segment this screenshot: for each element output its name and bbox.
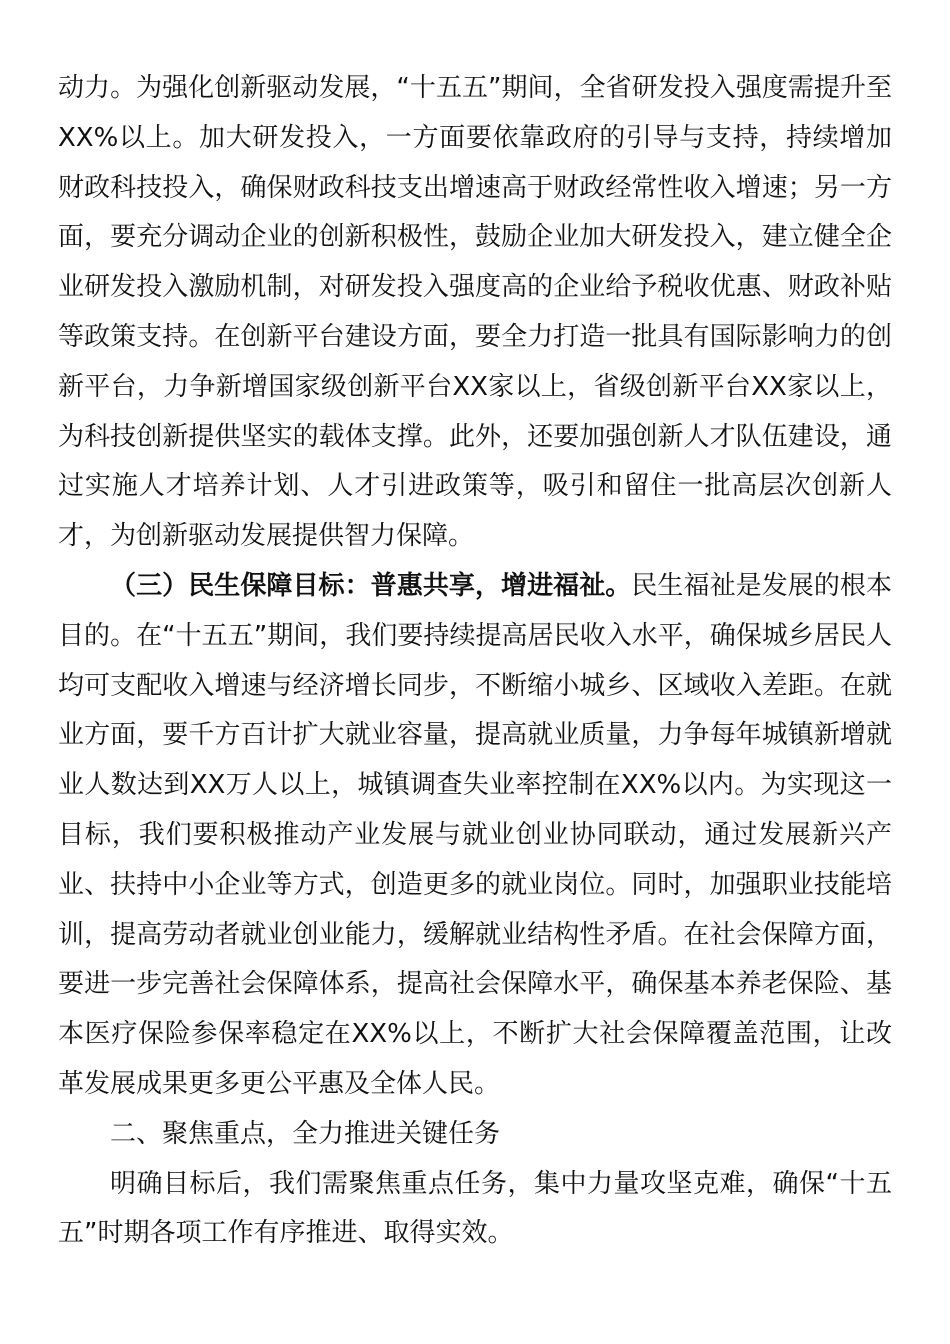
paragraph-livelihood xyxy=(58,562,892,1110)
paragraph-key-tasks-intro: 明确目标后，我们需聚焦重点任务，集中力量攻坚克难，确保“十五五”时期各项工作有序推进、取得实效。 xyxy=(58,1168,892,1249)
document-body xyxy=(58,64,892,1259)
paragraph-innovation: 动力。为强化创新驱动发展，“十五五”期间，全省研发投入强度需提升至XX%以上。加大研发投入，一方面要依靠政府的引导与支持，持续增加财政科技投入，确保财政科技支出增速高于财政经常性收入增速；另一方面，要充分调动企业的创新积极性，鼓励企业加大研发投入，建立健全企业研发投入激励机制，对研发投入强度高的企业给予税收优惠、财政补贴等政策支持。在创新平台建设方面，要全力打造一批具有国际影响力的创新平台，力争新增国家级创新平台XX家以上，省级创新平台XX家以上，为科技创新提供坚实的载体支撑。此外，还要加强创新人才队伍建设，通过实施人才培养计划、人才引进政策等，吸引和留住一批高层次创新人才，为创新驱动发展提供智力保障。 xyxy=(58,73,892,552)
section-heading-livelihood: （三）民生保障目标：普惠共享，增进福祉。 xyxy=(110,570,632,601)
paragraph-livelihood-body: 民生福祉是发展的根本目的。在“十五五”期间，我们要持续提高居民收入水平，确保城乡居民人均可支配收入增速与经济增长同步，不断缩小城乡、区域收入差距。在就业方面，要千方百计扩大就业容量，提高就业质量，力争每年城镇新增就业人数达到XX万人以上，城镇调查失业率控制在XX%以内。为实现这一目标，我们要积极推动产业发展与就业创业协同联动，通过发展新兴产业、扶持中小企业等方式，创造更多的就业岗位。同时，加强职业技能培训，提高劳动者就业创业能力，缓解就业结构性矛盾。在社会保障方面，要进一步完善社会保障体系，提高社会保障水平，确保基本养老保险、基本医疗保险参保率稳定在XX%以上，不断扩大社会保障覆盖范围，让改革发展成果更多更公平惠及全体人民。 xyxy=(58,570,892,1099)
section-heading-key-tasks: 二、聚焦重点，全力推进关键任务 xyxy=(110,1118,501,1149)
